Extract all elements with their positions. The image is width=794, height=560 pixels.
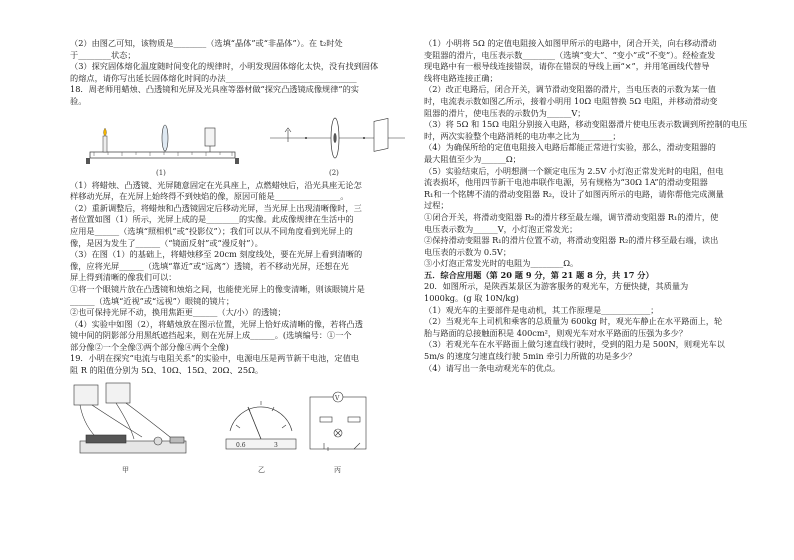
- question-text-line: （1）小明将 5Ω 的定值电阻接入如图甲所示的电路中，闭合开关，向右移动滑动: [424, 38, 717, 48]
- question-text-line: （4）请写出一条电动观光车的优点。: [424, 362, 561, 373]
- question-text-line: 阻器的滑片，使电压表的示数仍为______V；: [424, 107, 586, 118]
- question-text-line: 镜中间的阴影部分用黑纸遮挡起来，则在光屏上成______。(选填编号：①一个: [70, 330, 352, 341]
- question-text-line: （3）将 5Ω 和 15Ω 电阻分别接入电路，移动变阻器滑片使电压表示数调到所控制的电压: [424, 119, 748, 130]
- question-text-line: 时，电流表示数如图乙所示，接着小明用 10Ω 电阻替换 5Ω 电阻，并移动滑动变: [424, 95, 718, 106]
- circuit-illustrations: [70, 377, 405, 477]
- question-text-line: 变阻器的滑片，电压表示数________（选填“变大”、“变小”或“不变”）。经检查发: [424, 49, 716, 60]
- question-text-line: 验。: [70, 95, 87, 106]
- figure-2-caption: (2): [329, 168, 339, 177]
- question-text-line: 样移动光屏，在光屏上始终得不到烛焰的像，原因可能是________________。: [70, 191, 349, 202]
- question-text-line: （2）改正电路后，闭合开关，调节滑动变阻器的滑片，当电压表的示数为某一值: [424, 84, 716, 95]
- svg-text:3: 3: [274, 441, 278, 449]
- question-text-line: 应用是______（选填“照相机”或“投影仪”）；我们可以从不同角度看到光屏上的: [70, 225, 353, 236]
- question-text-line: （3）探究固体熔化温度随时间变化的规律时，小明发现固体熔化太快，没有找到固体: [70, 61, 379, 72]
- question-text-line: （3）在图（1）的基础上，将蜡烛移至 20cm 刻度线处，要在光屏上看到清晰的: [70, 249, 363, 260]
- question-text-line: ①将一个眼镜片放在凸透镜和烛焰之间，也能使光屏上的像变清晰，则该眼镜片是: [70, 283, 365, 294]
- figure-yi-caption: 乙: [258, 465, 265, 474]
- question-text-line: 电压表示数为______V，小灯泡正常发光；: [424, 223, 578, 234]
- lens-experiment-figure: [70, 108, 405, 180]
- left-column: [70, 38, 405, 477]
- question-text-line: ①闭合开关，将滑动变阻器 R₂的滑片移至最左端，调节滑动变阻器 R₁的滑片，使: [424, 211, 719, 222]
- question-text-line: ②也可保持光屏不动，换用焦距更______（大/小）的透镜；: [70, 307, 286, 318]
- figure-1-caption: (1): [156, 168, 166, 177]
- right-column: [424, 38, 762, 374]
- right-block-1: [424, 38, 762, 270]
- svg-text:0.6: 0.6: [236, 441, 246, 449]
- question-text-line: R₁和一个铭牌不清的滑动变阻器 R₂，设计了如图丙所示的电路，请你帮他完成测量: [424, 188, 724, 199]
- question-text-line: ②保持滑动变阻器 R₁的滑片位置不动，将滑动变阻器 R₂的滑片移至最右端，读出: [424, 235, 719, 246]
- question-text-line: 部分像②一个全像③两个部分像④两个全像): [70, 341, 229, 352]
- question-text-line: （4）实验中如图（2），将蜡烛放在图示位置，光屏上恰好成清晰的像，若将凸透: [70, 318, 363, 329]
- question-text-line: （1）观光车的主要部件是电动机，其工作原理是____________；: [424, 304, 659, 315]
- physical-circuit-setup: [74, 383, 186, 453]
- question-text-line: 于________状态；: [70, 49, 136, 60]
- question-text-line: ③小灯泡正常发光时的电阻为________Ω。: [424, 258, 579, 269]
- left-block-1: [70, 38, 405, 108]
- circuit-diagram: [310, 392, 366, 451]
- figure-bing-caption: 丙: [334, 465, 341, 474]
- question-text-line: 胎与路面的总接触面积是 400cm²，则观光车对水平路面的压强为多少？: [424, 327, 688, 338]
- light-screen: [205, 128, 215, 152]
- question-text-line: 像，是因为发生了______（“镜面反射”或“漫反射”）。: [70, 237, 263, 248]
- lens-bench-illustration: [70, 108, 405, 180]
- question-text-line: 时，两次实验整个电路消耗的电功率之比为________；: [424, 130, 621, 141]
- convex-lens: [162, 125, 168, 152]
- optical-bench: [86, 152, 239, 164]
- question-text-line: 18．周老师用蜡烛、凸透镜和光屏及光具座等器材做“探究凸透镜成像规律”的实: [70, 84, 359, 95]
- question-text-line: （2）当观光车上司机和乘客的总质量为 600kg 时，观光车静止在水平路面上，轮: [424, 316, 723, 327]
- question-text-line: 电压表的示数为 0.5V；: [424, 246, 512, 257]
- question-text-line: 者位置如图（1）所示，光屏上成的是________的实像。此成像规律在生活中的: [70, 214, 354, 225]
- question-text-line: （2）由图乙可知，该物质是________（选填“晶体”或“非晶体”）。在 t₂时处: [70, 38, 343, 48]
- question-text-line: （3）若观光车在水平路面上做匀速直线行驶时，受到的阻力是 500N，则观光车以: [424, 339, 725, 350]
- question-text-line: 线将电路连接正确；: [424, 72, 498, 83]
- question-text-line: 屏上得到清晰的像我们可以：: [70, 272, 177, 283]
- left-block-2: [70, 180, 405, 377]
- question-text-line: 19．小明在探究“电流与电阻关系”的实验中，电源电压是两节新干电池，定值电: [70, 353, 359, 364]
- section-title: 五．综合应用题（第 20 题 9 分，第 21 题 8 分，共 17 分）: [424, 269, 654, 280]
- right-block-2: [424, 281, 762, 374]
- question-text-line: 最大阻值至少为______Ω；: [424, 153, 521, 164]
- svg-text:V: V: [335, 394, 340, 402]
- circuit-figure: [70, 377, 405, 477]
- candle: [103, 128, 107, 152]
- question-text-line: （5）实验结束后，小明想测一个额定电压为 2.5V 小灯泡正常发光时的电阻，但电: [424, 165, 724, 176]
- question-text-line: （1）将蜡烛、凸透镜、光屏随意固定在光具座上，点燃蜡烛后，沿光具座无论怎: [70, 179, 362, 190]
- question-text-line: 的熔点，请你写出延长固体熔化时间的办法________________________________: [70, 72, 357, 83]
- question-text-line: ______（选填“近视”或“远视”）眼镜的镜片；: [70, 295, 235, 306]
- lens-ray-diagram: [270, 118, 405, 158]
- question-text-line: 过程；: [424, 200, 449, 211]
- ammeter-dial: [226, 401, 296, 449]
- question-text-line: 像，应将光屏______（选填“靠近”或“远离”）透镜，若不移动光屏，还想在光: [70, 260, 349, 271]
- figure-jia-caption: 甲: [122, 465, 129, 474]
- question-text-line: 20．如图所示，是陕西某景区为游客服务的观光车，方便快捷，其质量为: [424, 281, 689, 292]
- question-text-line: （2）重新调整后，将蜡烛和凸透镜固定后移动光屏，当光屏上出现清晰像时，三: [70, 202, 362, 213]
- question-text-line: （4）为确保所给的定值电阻接入电路后都能正常进行实验，那么，滑动变阻器的: [424, 142, 716, 153]
- question-text-line: 5m/s 的速度匀速直线行驶 5min 牵引力所做的功是多少？: [424, 351, 637, 362]
- question-text-line: 1000kg。(g 取 10N/kg): [424, 293, 519, 304]
- question-text-line: 阻 R 的阻值分别为 5Ω、10Ω、15Ω、20Ω、25Ω。: [70, 365, 264, 376]
- question-text-line: 现电路中有一根导线连接错误，请你在错误的导线上画“×”，并用笔画线代替导: [424, 61, 710, 72]
- question-text-line: 流表损坏，他用四节新干电池串联作电源，另有规格为“30Ω 1A”的滑动变阻器: [424, 177, 708, 188]
